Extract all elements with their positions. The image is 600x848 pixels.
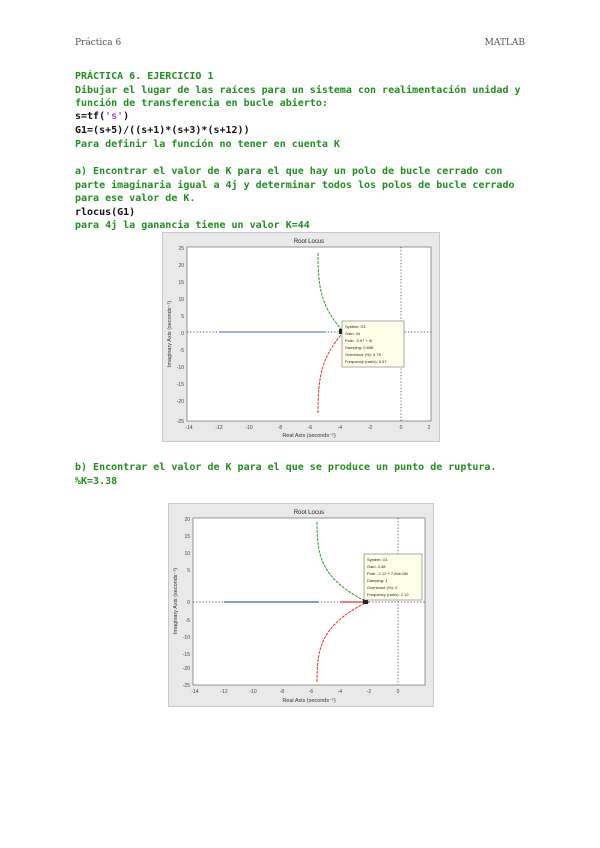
code-line-g1: G1=(s+5)/((s+1)*(s+3)*(s+12)) xyxy=(75,125,250,136)
plot1-ytick: -10 xyxy=(176,365,184,371)
plot2-ytick: 15 xyxy=(184,534,190,540)
plot1-xtick: -10 xyxy=(245,425,253,431)
plot1-ytick: 0 xyxy=(181,331,184,337)
code-tf-pre: s=tf( xyxy=(75,111,106,122)
plot2-xlabel: Real Axis (seconds⁻¹) xyxy=(282,698,336,704)
page-header-right: MATLAB xyxy=(484,38,525,48)
plot1-xtick: -8 xyxy=(277,425,283,431)
code-line-tf xyxy=(75,110,129,123)
root-locus-figure-1 xyxy=(162,232,440,442)
plot2-datatip-line: Overshoot (%): 0 xyxy=(367,585,398,590)
plot1-xtick: -4 xyxy=(337,425,343,431)
plot2-datatip-line: System: G1 xyxy=(367,557,388,562)
plot2-datatip-line: Damping: 1 xyxy=(367,578,388,583)
plot2-ylabel: Imaginary Axis (seconds⁻¹) xyxy=(173,567,179,635)
plot2-xtick: -8 xyxy=(279,689,285,695)
plot1-xtick: -2 xyxy=(367,425,373,431)
question-b-line: b) Encontrar el valor de K para el que se produce un punto de ruptura. xyxy=(75,462,497,473)
plot2-xtick: -12 xyxy=(220,689,228,695)
plot2-xtick: -4 xyxy=(337,689,343,695)
plot2-ytick: -15 xyxy=(182,652,190,658)
plot1-ytick: 15 xyxy=(178,280,184,286)
plot1-xlabel: Real Axis (seconds⁻¹) xyxy=(282,433,336,439)
question-a-line-3: para ese valor de K. xyxy=(75,193,196,204)
plot2-xtick: -2 xyxy=(366,689,372,695)
plot1-datatip-line: System: G1 xyxy=(345,324,366,329)
plot2-datatip-line: Frequency (rad/s): 2.12 xyxy=(367,592,409,597)
exercise-title: PRÁCTICA 6. EJERCICIO 1 xyxy=(75,71,214,82)
plot1-ytick: -20 xyxy=(176,399,184,405)
plot2-ytick: -20 xyxy=(182,666,190,672)
answer-a: para 4j la ganancia tiene un valor K=44 xyxy=(75,220,310,231)
plot1-xtick: -6 xyxy=(307,425,313,431)
plot1-datatip-line: Gain: 44 xyxy=(345,331,361,336)
plot1-xtick: 0 xyxy=(399,425,403,431)
question-a-line-1: a) Encontrar el valor de K para el que hay un polo de bucle cerrado con xyxy=(75,166,503,177)
plot2-xtick: 0 xyxy=(396,689,400,695)
intro-line-1: Dibujar el lugar de las raíces para un sistema con realimentación unidad y xyxy=(75,85,521,96)
plot1-xtick: 2 xyxy=(427,425,431,431)
plot1-ytick: 25 xyxy=(178,246,184,252)
plot2-title: Root Locus xyxy=(293,510,325,516)
plot2-xtick: -10 xyxy=(249,689,257,695)
plot2-ytick: -25 xyxy=(182,683,190,689)
plot2-xtick: -6 xyxy=(308,689,314,695)
plot2-xtick: -14 xyxy=(191,689,199,695)
plot1-title: Root Locus xyxy=(293,239,325,245)
plot2-ytick: 10 xyxy=(184,551,190,557)
plot2-ytick: 20 xyxy=(184,517,190,523)
plot1-ytick: 10 xyxy=(178,297,184,303)
plot2-ytick: -5 xyxy=(185,618,190,624)
plot1-ylabel: Imaginary Axis (seconds⁻¹) xyxy=(167,300,173,368)
plot1-datatip-line: Overshoot (%): 4.75 xyxy=(345,352,381,357)
page-header-left: Práctica 6 xyxy=(75,38,122,48)
code-tf-string: 's' xyxy=(105,111,124,122)
plot1-datatip-line: Damping: 0.696 xyxy=(345,345,374,350)
note-line: Para definir la función no tener en cuenta K xyxy=(75,139,340,150)
plot2-ytick: -10 xyxy=(182,635,190,641)
plot2-ytick: 0 xyxy=(187,600,190,606)
plot1-ytick: -15 xyxy=(176,382,184,388)
plot2-ytick: 5 xyxy=(187,568,190,574)
root-locus-figure-2 xyxy=(168,503,434,707)
plot1-ytick: -25 xyxy=(176,419,184,425)
plot1-datatip-line: Frequency (rad/s): 5.57 xyxy=(345,359,387,364)
intro-line-2: función de transferencia en bucle abierto: xyxy=(75,98,328,109)
plot1-datatip-line: Pole: -3.97 + 4i xyxy=(345,338,373,343)
plot2-datatip-line: Gain: 3.38 xyxy=(367,564,386,569)
plot1-xtick: -12 xyxy=(215,425,223,431)
plot2-datatip xyxy=(364,554,422,600)
answer-b: %K=3.38 xyxy=(75,476,118,487)
plot1-ytick: -5 xyxy=(179,348,184,354)
code-tf-post: ) xyxy=(123,111,130,122)
code-line-rlocus: rlocus(G1) xyxy=(75,207,136,218)
plot1-ytick: 5 xyxy=(181,314,184,320)
plot1-ytick: 20 xyxy=(178,263,184,269)
plot2-datatip-line: Pole: -2.12 + 7.84e-08i xyxy=(367,571,408,576)
plot1-datatip xyxy=(342,321,404,367)
plot1-xtick: -14 xyxy=(185,425,193,431)
question-a-line-2: parte imaginaria igual a 4j y determinar todos los polos de bucle cerrado xyxy=(75,180,515,191)
